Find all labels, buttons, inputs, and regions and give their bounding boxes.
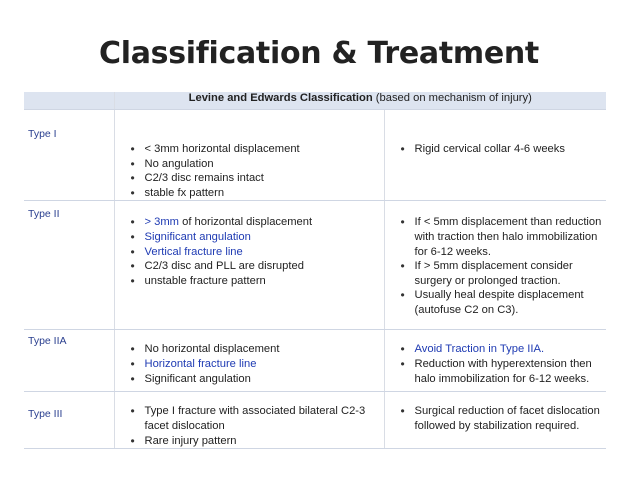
treatment-text: Surgical reduction of facet dislocation followed by stabilization required.	[414, 405, 600, 432]
feature-text: < 3mm horizontal displacement	[144, 143, 300, 155]
feature-item	[145, 186, 384, 201]
feature-text: Horizontal fracture line	[144, 357, 257, 370]
treatment-list	[385, 330, 607, 386]
feature-text: Type I fracture with associated bilateral C2-3 facet dislocation	[144, 405, 366, 432]
feature-text: Rare injury pattern	[144, 434, 237, 447]
feature-text: stable fx pattern	[144, 186, 225, 199]
table-header-row	[24, 92, 606, 110]
type-label: Type IIA	[28, 335, 67, 348]
treatment-list	[385, 110, 607, 157]
header-title: Levine and Edwards Classification	[188, 92, 373, 104]
treatment-cell	[384, 392, 606, 449]
treatment-text: Avoid Traction in Type IIA.	[414, 343, 545, 356]
feature-text-suffix: of horizontal displacement	[179, 216, 313, 229]
feature-item	[145, 171, 384, 186]
feature-text: No angulation	[144, 157, 214, 170]
type-cell	[24, 201, 114, 330]
feature-text: Vertical fracture line	[144, 245, 243, 258]
treatment-text: Reduction with hyperextension then halo immobilization for 6-12 weeks.	[414, 357, 592, 385]
feature-cell	[114, 201, 384, 330]
header-subtitle: (based on mechanism of injury)	[372, 92, 532, 104]
feature-list	[115, 110, 384, 200]
treatment-item	[415, 357, 607, 386]
feature-item	[145, 259, 384, 274]
type-cell	[24, 392, 114, 449]
feature-item	[145, 274, 384, 289]
feature-item	[145, 372, 384, 387]
feature-cell	[114, 392, 384, 449]
feature-item	[145, 215, 384, 230]
feature-text: Significant angulation	[144, 372, 251, 385]
treatment-list	[385, 392, 607, 433]
feature-text: unstable fracture pattern	[144, 274, 266, 287]
treatment-item	[415, 404, 607, 433]
type-label: Type III	[28, 408, 63, 421]
feature-text: Significant angulation	[144, 230, 251, 243]
feature-list	[115, 392, 384, 448]
feature-item	[145, 357, 384, 372]
feature-cell	[114, 110, 384, 201]
treatment-item	[415, 288, 607, 317]
type-label: Type I	[28, 128, 57, 140]
feature-list	[115, 201, 384, 288]
table-row	[24, 201, 606, 330]
treatment-item	[415, 215, 607, 259]
feature-item	[145, 142, 384, 157]
type-cell	[24, 330, 114, 392]
table-row	[24, 110, 606, 201]
feature-item	[145, 230, 384, 245]
treatment-list	[385, 201, 607, 317]
table-row	[24, 330, 606, 392]
treatment-item	[415, 342, 607, 357]
treatment-item	[415, 142, 607, 157]
feature-list	[115, 330, 384, 386]
feature-item	[145, 342, 384, 357]
treatment-text: Usually heal despite displacement (autofuse C2 on C3).	[414, 289, 584, 316]
treatment-cell	[384, 330, 606, 392]
feature-item	[145, 434, 384, 449]
feature-item	[145, 245, 384, 260]
classification-table	[24, 92, 606, 449]
feature-item	[145, 404, 384, 433]
treatment-item	[415, 259, 607, 288]
treatment-text: If > 5mm displacement consider surgery or prolonged traction.	[414, 260, 573, 287]
treatment-text: If < 5mm displacement than reduction with traction then halo immobilization for 6-12 weeks.	[414, 216, 602, 258]
treatment-text: Rigid cervical collar 4-6 weeks	[414, 143, 565, 155]
feature-cell	[114, 330, 384, 392]
feature-text: C2/3 disc and PLL are disrupted	[144, 260, 304, 273]
treatment-cell	[384, 201, 606, 330]
feature-text: > 3mm	[144, 216, 180, 229]
table-row	[24, 392, 606, 449]
table-header	[114, 92, 606, 110]
type-label: Type II	[28, 208, 60, 221]
header-blank-cell	[24, 92, 114, 110]
type-cell	[24, 110, 114, 201]
feature-text: No horizontal displacement	[144, 343, 280, 356]
treatment-cell	[384, 110, 606, 201]
feature-text: C2/3 disc remains intact	[144, 172, 264, 185]
slide-title: Classification & Treatment	[99, 36, 539, 71]
feature-item	[145, 157, 384, 172]
